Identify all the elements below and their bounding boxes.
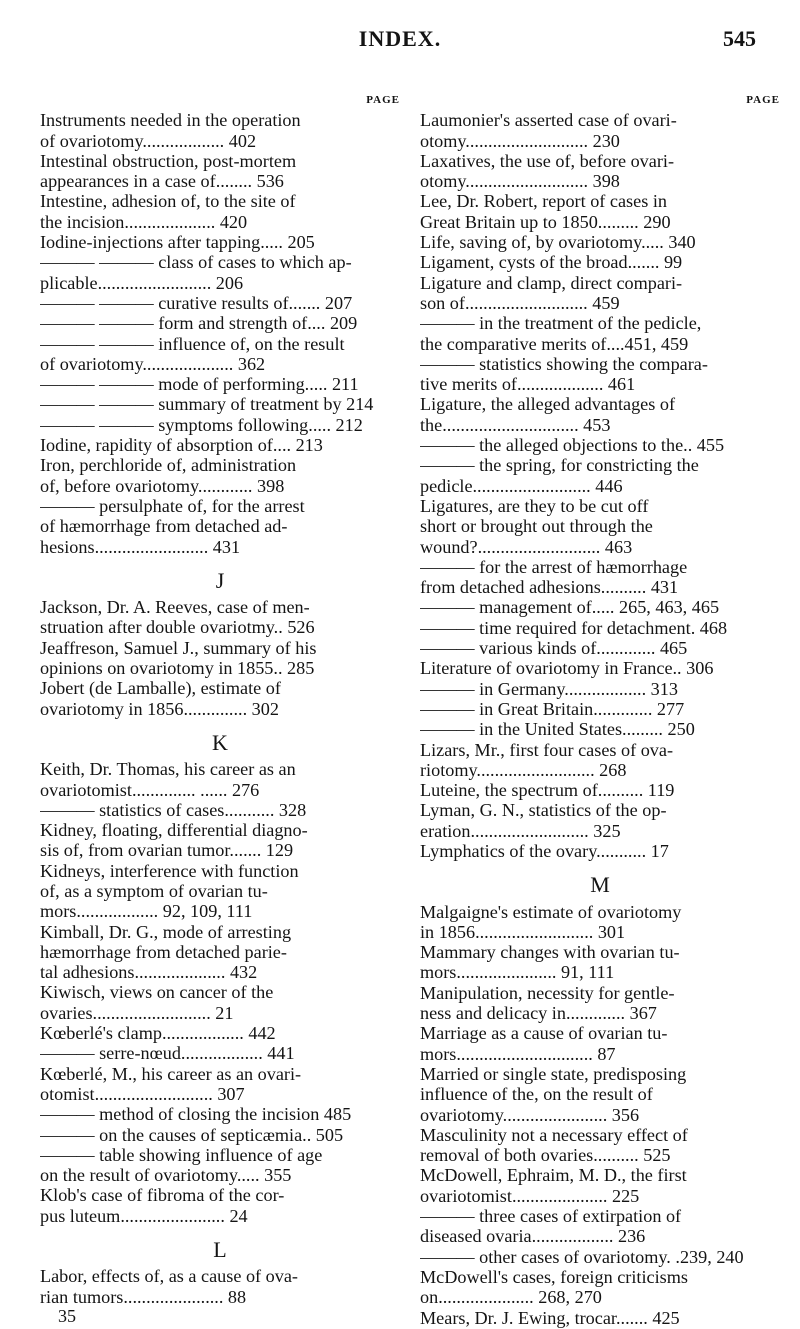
index-line: ——— in the United States......... 250	[420, 719, 695, 740]
index-line: opinions on ovariotomy in 1855.. 285	[40, 658, 315, 679]
index-line: the.............................. 453	[420, 414, 611, 435]
index-line: Luteine, the spectrum of.......... 119	[420, 780, 675, 801]
index-line: ——— statistics of cases........... 328	[40, 799, 307, 820]
index-line: in 1856.......................... 301	[420, 921, 626, 942]
index-line: Klob's case of fibroma of the cor-	[40, 1185, 285, 1206]
index-line: plicable......................... 206	[40, 272, 244, 293]
index-line: on the result of ovariotomy..... 355	[40, 1165, 292, 1186]
index-line: Lee, Dr. Robert, report of cases in	[420, 191, 667, 212]
index-line: Instruments needed in the operation	[40, 110, 301, 131]
section-letter: M	[590, 872, 610, 898]
index-line: pus luteum....................... 24	[40, 1205, 248, 1226]
section-letter: J	[215, 567, 225, 593]
index-line: Kœberlé, M., his career as an ovari-	[40, 1063, 302, 1084]
index-line: ——— for the arrest of hæmorrhage	[420, 556, 688, 577]
index-line: mors.................. 92, 109, 111	[40, 901, 253, 922]
index-line: Life, saving of, by ovariotomy..... 340	[420, 232, 696, 253]
index-line: the incision.................... 420	[40, 211, 248, 232]
index-line: Jobert (de Lamballe), estimate of	[40, 678, 281, 699]
index-line: ——— other cases of ovariotomy. .239, 240	[420, 1246, 744, 1267]
index-line: tive merits of................... 461	[420, 374, 636, 395]
index-line: son of........................... 459	[420, 292, 620, 313]
index-line: rian tumors...................... 88	[40, 1286, 247, 1307]
index-line: ——— method of closing the incision 485	[40, 1104, 352, 1125]
index-line: ——— serre-nœud.................. 441	[40, 1043, 295, 1064]
index-line: Kidneys, interference with function	[40, 860, 299, 881]
index-line: struation after double ovariotmy.. 526	[40, 617, 315, 638]
index-line: ——— ——— mode of performing..... 211	[40, 374, 359, 395]
index-line: the comparative merits of....451, 459	[420, 333, 689, 354]
index-line: ——— the alleged objections to the.. 455	[420, 435, 725, 456]
index-line: Labor, effects of, as a cause of ova-	[40, 1266, 298, 1287]
index-line: Iron, perchloride of, administration	[40, 455, 297, 476]
index-line: hesions......................... 431	[40, 536, 241, 557]
index-line: otomy........................... 230	[420, 130, 620, 151]
index-line: ——— the spring, for constricting the	[420, 455, 699, 476]
index-line: ——— on the causes of septicæmia.. 505	[40, 1124, 344, 1145]
index-line: Kiwisch, views on cancer of the	[40, 982, 274, 1003]
index-line: ——— ——— form and strength of.... 209	[40, 313, 358, 334]
index-line: ——— ——— class of cases to which ap-	[40, 252, 352, 273]
index-line: ——— ——— summary of treatment by 214	[40, 394, 374, 415]
index-line: Lyman, G. N., statistics of the op-	[420, 800, 667, 821]
index-line: Intestinal obstruction, post-mortem	[40, 150, 297, 171]
signature-mark: 35	[58, 1306, 76, 1326]
right-index-column	[420, 90, 780, 1328]
index-line: on..................... 268, 270	[420, 1287, 602, 1308]
index-line: Ligament, cysts of the broad....... 99	[420, 252, 683, 273]
index-line: short or brought out through the	[420, 516, 653, 537]
index-line: Iodine, rapidity of absorption of.... 213	[40, 435, 323, 456]
index-line: Ligatures, are they to be cut off	[420, 495, 649, 516]
index-line: Marriage as a cause of ovarian tu-	[420, 1023, 668, 1044]
index-line: ——— in Great Britain............. 277	[420, 698, 685, 719]
index-line: Laumonier's asserted case of ovari-	[420, 110, 677, 131]
index-line: of hæmorrhage from detached ad-	[40, 516, 288, 537]
page-column-heading: PAGE	[366, 94, 400, 106]
index-line: Literature of ovariotomy in France.. 306	[420, 658, 714, 679]
page-number: 545	[723, 26, 756, 51]
index-line: ovariotomy....................... 356	[420, 1104, 640, 1125]
index-line: Manipulation, necessity for gentle-	[420, 982, 675, 1003]
index-line: eration.......................... 325	[420, 820, 621, 841]
index-line: ——— ——— symptoms following..... 212	[40, 414, 363, 435]
index-line: influence of the, on the result of	[420, 1084, 653, 1105]
index-line: tal adhesions.................... 432	[40, 962, 258, 983]
index-line: ——— persulphate of, for the arrest	[40, 495, 305, 516]
index-line: pedicle.......................... 446	[420, 475, 623, 496]
index-line: Kimball, Dr. G., mode of arresting	[40, 921, 292, 942]
index-line: Married or single state, predisposing	[420, 1063, 687, 1084]
index-line: Kœberlé's clamp.................. 442	[40, 1023, 276, 1044]
index-line: hæmorrhage from detached parie-	[40, 941, 287, 962]
index-line: mors...................... 91, 111	[420, 962, 615, 983]
page-column-heading: PAGE	[746, 94, 780, 106]
index-line: Mears, Dr. J. Ewing, trocar....... 425	[420, 1307, 680, 1328]
index-line: Keith, Dr. Thomas, his career as an	[40, 759, 296, 780]
index-line: of, as a symptom of ovarian tu-	[40, 880, 268, 901]
index-line: Laxatives, the use of, before ovari-	[420, 150, 675, 171]
index-line: Malgaigne's estimate of ovariotomy	[420, 901, 682, 922]
index-line: of, before ovariotomy............ 398	[40, 475, 285, 496]
index-line: of ovariotomy.................. 402	[40, 130, 257, 151]
index-line: ovariotomist..................... 225	[420, 1185, 640, 1206]
index-line: ——— in the treatment of the pedicle,	[420, 313, 702, 334]
page-title: INDEX.	[358, 26, 442, 51]
index-line: ——— statistics showing the compara-	[420, 353, 708, 374]
index-line: Lizars, Mr., first four cases of ova-	[420, 739, 674, 760]
index-line: ——— three cases of extirpation of	[420, 1206, 682, 1227]
index-line: Ligature, the alleged advantages of	[420, 394, 676, 415]
index-line: McDowell's cases, foreign criticisms	[420, 1266, 688, 1287]
index-line: of ovariotomy.................... 362	[40, 353, 266, 374]
index-line: from detached adhesions.......... 431	[420, 577, 679, 598]
index-line: appearances in a case of........ 536	[40, 171, 284, 192]
index-line: ——— table showing influence of age	[40, 1144, 323, 1165]
index-line: wound?........................... 463	[420, 536, 633, 557]
index-line: Great Britain up to 1850......... 290	[420, 211, 671, 232]
section-letter: L	[213, 1237, 227, 1263]
index-line: Masculinity not a necessary effect of	[420, 1124, 688, 1145]
left-index-column	[40, 90, 400, 1307]
index-line: mors.............................. 87	[420, 1043, 616, 1064]
running-header	[0, 12, 800, 52]
index-line: ovaries.......................... 21	[40, 1002, 234, 1023]
index-line: Jackson, Dr. A. Reeves, case of men-	[40, 597, 310, 618]
index-line: Jeaffreson, Samuel J., summary of his	[40, 637, 317, 658]
index-line: ——— ——— influence of, on the result	[40, 333, 345, 354]
index-line: removal of both ovaries.......... 525	[420, 1145, 671, 1166]
index-line: ——— management of..... 265, 463, 465	[420, 597, 720, 618]
index-line: otomy........................... 398	[420, 171, 620, 192]
index-line: Lymphatics of the ovary........... 17	[420, 840, 669, 861]
index-line: ness and delicacy in............. 367	[420, 1003, 657, 1024]
index-line: ——— ——— curative results of....... 207	[40, 292, 353, 313]
index-line: ——— time required for detachment. 468	[420, 617, 728, 638]
index-line: Intestine, adhesion of, to the site of	[40, 191, 296, 212]
index-line: riotomy.......................... 268	[420, 759, 627, 780]
index-line: sis of, from ovarian tumor....... 129	[40, 840, 294, 861]
index-line: ——— various kinds of............. 465	[420, 638, 688, 659]
index-line: Mammary changes with ovarian tu-	[420, 942, 680, 963]
index-line: diseased ovaria.................. 236	[420, 1226, 646, 1247]
index-line: McDowell, Ephraim, M. D., the first	[420, 1165, 687, 1186]
index-line: Iodine-injections after tapping..... 205	[40, 232, 315, 253]
index-line: ovariotomy in 1856.............. 302	[40, 698, 279, 719]
index-line: Ligature and clamp, direct compari-	[420, 272, 683, 293]
index-line: otomist.......................... 307	[40, 1083, 245, 1104]
index-line: ovariotomist.............. ...... 276	[40, 779, 260, 800]
section-letter: K	[212, 729, 228, 755]
index-line: Kidney, floating, differential diagno-	[40, 820, 308, 841]
index-line: ——— in Germany.................. 313	[420, 678, 678, 699]
